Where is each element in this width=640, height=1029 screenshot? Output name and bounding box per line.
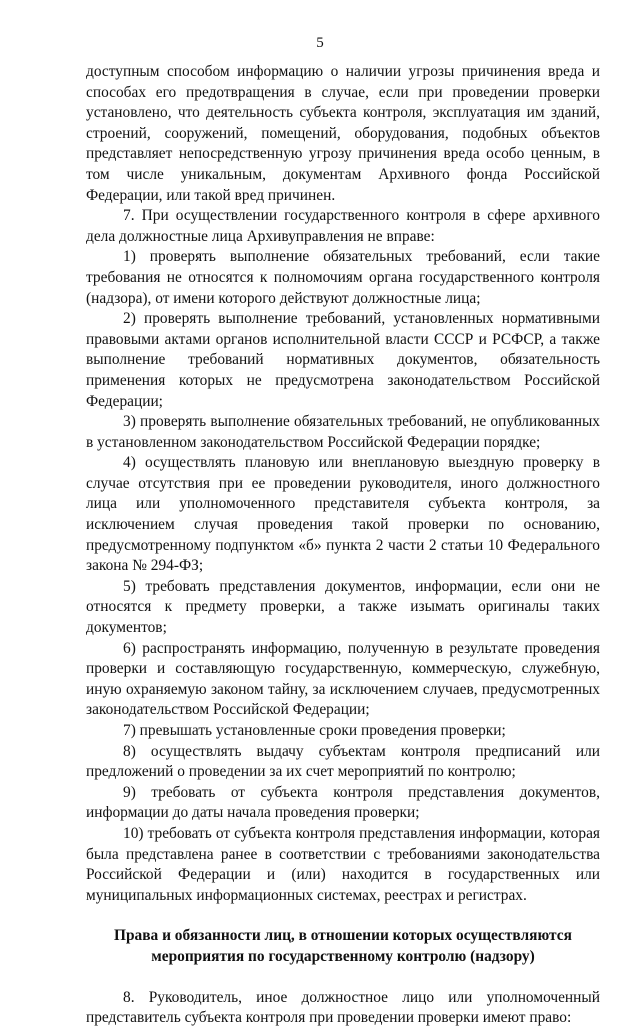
paragraph-item-8: 8. Руководитель, иное должностное лицо или уполномоченный представитель субъекта контроля при проведении проверки имеют право: xyxy=(86,988,600,1027)
list-item-7: 7) превышать установленные сроки проведения проверки; xyxy=(123,722,506,739)
paragraph-item-7: 7. При осуществлении государственного контроля в сфере архивного дела должностные лица Архивуправления не вправе: xyxy=(86,207,600,245)
list-item-1: 1) проверять выполнение обязательных требований, если такие требования не относятся к полномочиям органа государственного контроля (надзора), от имени которого действуют должностные лица; xyxy=(86,248,600,307)
section-heading: Права и обязанности лиц, в отношении которых осуществляются мероприятия по государственному контролю (надзору) xyxy=(114,927,572,965)
list-item-2: 2) проверять выполнение требований, установленных нормативными правовыми актами органов исполнительной власти СССР и РСФСР, а также выполнение требований нормативных документов, обязательность применения которых не предусмотрена законодательством Российской Федерации; xyxy=(86,310,600,410)
list-item-10: 10) требовать от субъекта контроля представления информации, которая была представлена ранее в соответствии с требованиями законодательства Российской Федерации и (или) находится в государственных или муниципальных информационных системах, реестрах и регистрах. xyxy=(86,824,600,904)
list-item-3: 3) проверять выполнение обязательных требований, не опубликованных в установленном законодательством Российской Федерации порядке; xyxy=(86,413,600,451)
list-item-4: 4) осуществлять плановую или внеплановую выездную проверку в случае отсутствия при ее проведении руководителя, иного должностного лица или уполномоченного представителя субъекта контроля, за исключением случая проведения такой проверки по основанию, предусмотренному подпунктом «б» пункта 2 части 2 статьи 10 Федерального закона № 294-ФЗ; xyxy=(86,454,600,575)
document-body xyxy=(86,62,600,1029)
list-item-8: 8) осуществлять выдачу субъектам контроля предписаний или предложений о проведении за их счет мероприятий по контролю; xyxy=(86,742,600,781)
list-item-5: 5) требовать представления документов, информации, если они не относятся к предмету проверки, а также изымать оригиналы таких документов; xyxy=(86,577,600,637)
page-number: 5 xyxy=(316,35,324,51)
paragraph-continuation: доступным способом информацию о наличии угрозы причинения вреда и способах его предотвращения в случае, если при проведении проверки установлено, что деятельность субъекта контроля, эксплуатация им зданий, строений, сооружений, помещений, оборудования, подобных объектов представляет непосредственную угрозу причинения вреда особо ценным, в том числе уникальным, документам Архивного фонда Российской Федерации, или такой вред причинен. xyxy=(86,63,600,204)
list-item-9: 9) требовать от субъекта контроля представления документов, информации до даты начала проведения проверки; xyxy=(86,783,600,822)
list-item-6: 6) распространять информацию, полученную в результате проведения проверки и составляющую государственную, коммерческую, служебную, иную охраняемую законом тайну, за исключением случаев, предусмотренных законодательством Российской Федерации; xyxy=(86,639,600,719)
